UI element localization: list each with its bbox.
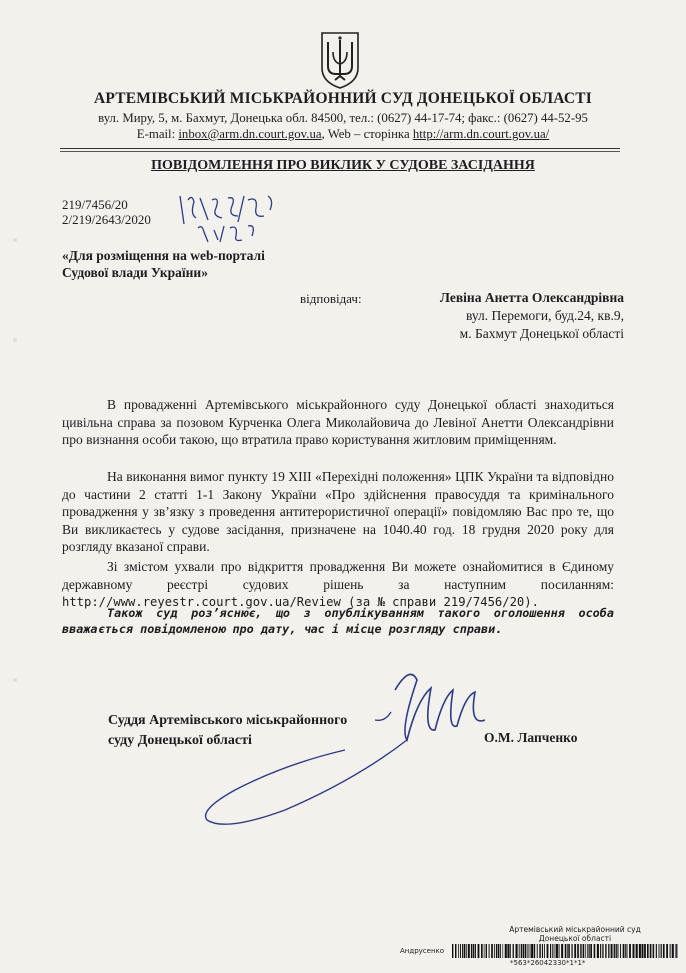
- respondent-name: Левіна Анетта Олександрівна: [439, 290, 624, 305]
- placement-line-2: Судової влади України»: [62, 265, 208, 280]
- registry-stamp: [400, 925, 680, 970]
- punch-holes-icon: [12, 200, 18, 800]
- email-prefix: E-mail:: [136, 127, 179, 141]
- stamp-clerk: Андрусенко: [400, 947, 445, 955]
- document-title: ПОВІДОМЛЕННЯ ПРО ВИКЛИК У СУДОВЕ ЗАСІДАННЯ: [151, 158, 535, 173]
- web-prefix: , Web – сторінка: [321, 127, 413, 141]
- judge-name: О.М. Лапченко: [484, 730, 578, 745]
- body-paragraph-3: [62, 558, 614, 612]
- header-divider-thin: [60, 151, 620, 152]
- stamp-court: [470, 925, 680, 943]
- proceeding-number: 2/219/2643/2020: [62, 212, 151, 227]
- registry-text: Зі змістом ухвали про відкриття провадження Ви можете ознайомитися в Єдиному державному реєстрі судових рішень за наступним посиланням:: [62, 559, 614, 592]
- stamp-court-line-2: Донецької області: [538, 934, 612, 943]
- respondent-block: [440, 289, 624, 343]
- handwritten-signature-icon: [195, 660, 495, 840]
- court-contacts: [0, 127, 686, 142]
- body-paragraph-4: Також суд роз’яснює, що з опублікуванням такого оголошення особа вважається повідомленою про дату, час і місце розгляду справи.: [62, 606, 614, 636]
- respondent-city: м. Бахмут Донецької області: [459, 326, 624, 341]
- respondent-label: відповідач:: [300, 291, 362, 306]
- court-name: АРТЕМІВСЬКИЙ МІСЬКРАЙОННИЙ СУД ДОНЕЦЬКОЇ ОБЛАСТІ: [93, 90, 593, 107]
- case-number: 219/7456/20: [62, 197, 128, 212]
- trident-emblem-icon: [318, 30, 362, 90]
- placement-note: [62, 247, 265, 281]
- email-link[interactable]: inbox@arm.dn.court.gov.ua: [178, 127, 322, 141]
- judge-role-line-1: Суддя Артемівського міськрайонного: [108, 713, 348, 728]
- web-link[interactable]: http://arm.dn.court.gov.ua/: [412, 127, 550, 141]
- respondent-street: вул. Перемоги, буд.24, кв.9,: [465, 308, 624, 323]
- header-divider: [60, 148, 620, 149]
- body-paragraph-2: На виконання вимог пункту 19 ХІІІ «Перехідні положення» ЦПК України та відповідно до частини 2 статті 1-1 Закону України «Про здійснення правосуддя та кримінального провадження у зв’язку з проведення антитерористичної операції» повідомляю Вас про те, що Ви викликаєтесь у судове засідання, призначене на 1040.40 год. 18 грудня 2020 року для розгляду вказаної справи.: [62, 469, 614, 554]
- body-paragraph-1: В провадженні Артемівського міськрайонного суду Донецької області знаходиться цивільна справа за позовом Курченка Олега Миколайовича до Левіної Анетти Олександрівни про визнання особи такою, що втратила право користування житловим приміщенням.: [62, 397, 614, 447]
- registry-link[interactable]: http://www.reyestr.court.gov.ua/Review (за № справи 219/7456/20).: [62, 595, 539, 609]
- barcode-icon: [452, 944, 678, 958]
- placement-line-1: «Для розміщення на web-порталі: [62, 248, 265, 263]
- barcode-code: *563*26042330*1*1*: [510, 959, 586, 967]
- handwritten-registration-mark-icon: [178, 190, 278, 246]
- stamp-court-line-1: Артемівський міськрайонний суд: [509, 925, 641, 934]
- judge-role-line-2: суду Донецької області: [108, 733, 252, 748]
- court-address: вул. Миру, 5, м. Бахмут, Донецька обл. 84500, тел.: (0627) 44-17-74; факс.: (0627) 44-52-95: [98, 111, 588, 125]
